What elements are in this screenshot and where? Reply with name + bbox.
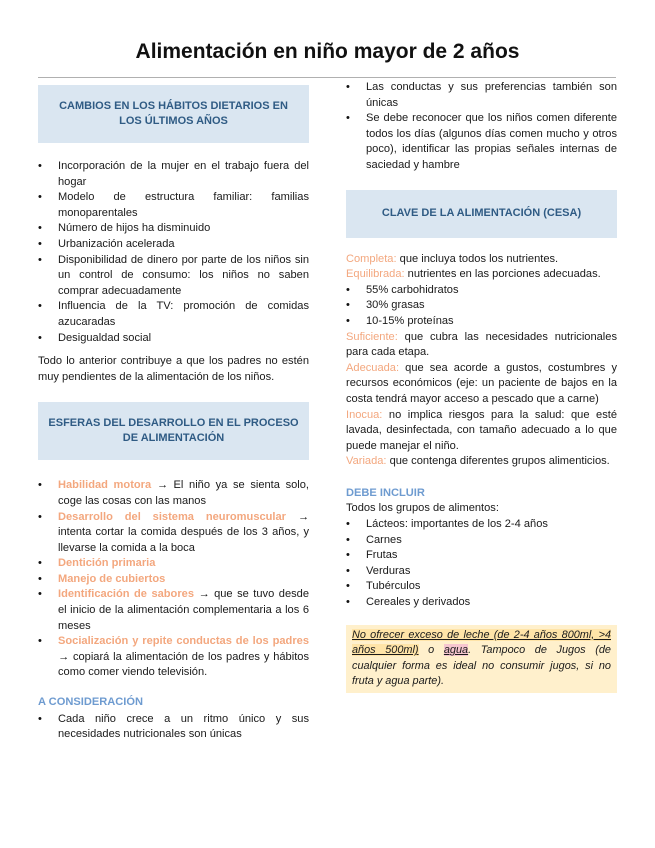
list-item: • Desigualdad social (58, 331, 309, 347)
suficiente-text: que cubra las necesidades nutricionales para cada etapa. (346, 330, 617, 359)
list-item: • Incorporación de la mujer en el trabajo fuera del hogar (58, 159, 309, 190)
list-item: • 55% carbohidratos (366, 283, 617, 299)
list-item: • Se debe reconocer que los niños comen diferente todos los días (algunos días comen mucho y otros poco), identificar las propias señales internas de saciedad y hambre (366, 111, 617, 173)
note-or: o (418, 644, 444, 657)
note-water: agua (443, 644, 469, 657)
list-item: • Las conductas y sus preferencias también son únicas (366, 80, 617, 111)
arrow-icon: → (58, 650, 70, 663)
adecuada-line (346, 361, 617, 408)
cambios-header: CAMBIOS EN LOS HÁBITOS DIETARIOS EN LOS ÚLTIMOS AÑOS (59, 99, 288, 127)
esfera-text: copiará la alimentación de los padres y hábitos como comer viendo televisión. (58, 650, 309, 679)
esfera-label: Manejo de cubiertos (58, 572, 166, 585)
right-column (346, 80, 617, 693)
debe-intro: Todos los grupos de alimentos: (346, 502, 499, 515)
list-item (58, 510, 309, 557)
esfera-label: Identificación de sabores (58, 588, 194, 601)
list-item: • Modelo de estructura familiar: familias monoparentales (58, 190, 309, 221)
left-column (38, 85, 309, 743)
clave-header-box (346, 190, 617, 238)
list-item: • 30% grasas (366, 298, 617, 314)
esfera-label: Socialización y repite conductas de los padres (58, 635, 309, 648)
completa-text: que incluya todos los nutrientes. (396, 252, 559, 265)
esfera-text: que se tuvo desde el inicio de la alimentación complementaria a los 6 meses (58, 588, 309, 632)
consideracion-list (38, 712, 309, 743)
note-juice: . Tampoco de Jugos (de cualquier forma es ideal no consumir jugos, si no fruta y agua parte). (352, 644, 611, 688)
variada-label: Variada: (346, 455, 387, 468)
list-item: • Cada niño crece a un ritmo único y sus necesidades nutricionales son únicas (58, 712, 309, 743)
equilibrada-text: nutrientes en las porciones adecuadas. (404, 268, 601, 281)
arrow-icon: → (156, 479, 168, 492)
variada-line (346, 454, 617, 470)
list-item (58, 556, 309, 572)
arrow-icon: → (297, 510, 309, 523)
arrow-icon: → (198, 588, 210, 601)
cambios-header-box (38, 85, 309, 143)
list-item: • Número de hijos ha disminuido (58, 221, 309, 237)
variada-text: que contenga diferentes grupos alimenticios. (386, 455, 610, 468)
list-item: • Verduras (366, 564, 617, 580)
inocua-label: Inocua: (346, 408, 383, 421)
completa-line (346, 252, 617, 268)
debe-header: DEBE INCLUIR (346, 486, 425, 499)
esfera-label: Habilidad motora (58, 479, 152, 492)
page-title: Alimentación en niño mayor de 2 años (135, 40, 520, 63)
consideracion-header: A CONSIDERACIÓN (38, 696, 143, 709)
cambios-paragraph: Todo lo anterior contribuye a que los padres no estén muy pendientes de la alimentación de los niños. (38, 355, 309, 383)
esfera-label: Desarrollo del sistema neuromuscular (58, 510, 287, 523)
adecuada-text: que sea acorde a gustos, costumbres y recursos económicos (eje: un paciente de bajos en la costa tendrá mayor acceso a pescado que a carne) (346, 361, 617, 405)
list-item: • Tubérculos (366, 579, 617, 595)
inocua-text: no implica riesgos para la salud: que esté lavada, desinfectada, con tamaño adecuado a lo que puede manejar el niño. (346, 408, 617, 452)
equilibrada-label: Equilibrada: (346, 268, 405, 281)
debe-list (346, 517, 617, 611)
list-item (58, 634, 309, 681)
esferas-header-box (38, 402, 309, 460)
macros-list (346, 283, 617, 330)
esfera-text: El niño ya se sienta solo, coge las cosas con las manos (58, 479, 310, 507)
clave-header: CLAVE DE LA ALIMENTACIÓN (CESA) (381, 206, 582, 219)
list-item (58, 478, 309, 509)
consideracion-list-cont (346, 80, 617, 174)
note-box (346, 625, 617, 693)
list-item: • Cereales y derivados (366, 595, 617, 611)
esfera-label: Dentición primaria (58, 557, 156, 570)
esfera-text: intenta cortar la comida después de los 3 años, y llevarse la comida a la boca (58, 526, 309, 554)
esferas-header: ESFERAS DEL DESARROLLO EN EL PROCESO DE ALIMENTACIÓN (48, 416, 299, 445)
list-item: • Carnes (366, 533, 617, 549)
inocua-line (346, 408, 617, 455)
list-item: • Lácteos: importantes de los 2-4 años (366, 517, 617, 533)
list-item: • Urbanización acelerada (58, 237, 309, 253)
suficiente-label: Suficiente: (346, 330, 398, 343)
equilibrada-line (346, 267, 617, 283)
clave-content (346, 252, 617, 470)
list-item (58, 572, 309, 588)
list-item: • Disponibilidad de dinero por parte de los niños sin un control de consumo: los niños no saben comprar adecuadamente (58, 253, 309, 300)
completa-label: Completa: (346, 252, 397, 265)
suficiente-line (346, 330, 617, 361)
title-divider (38, 77, 616, 78)
note-milk: No ofrecer exceso de leche (de 2-4 años 800ml, >4 años 500ml) (352, 628, 611, 657)
list-item: • Frutas (366, 548, 617, 564)
cambios-list (38, 159, 309, 346)
list-item: • 10-15% proteínas (366, 314, 617, 330)
list-item: • Influencia de la TV: promoción de comidas azucaradas (58, 299, 309, 330)
esferas-list (38, 478, 309, 681)
list-item (58, 587, 309, 634)
adecuada-label: Adecuada: (346, 361, 400, 374)
